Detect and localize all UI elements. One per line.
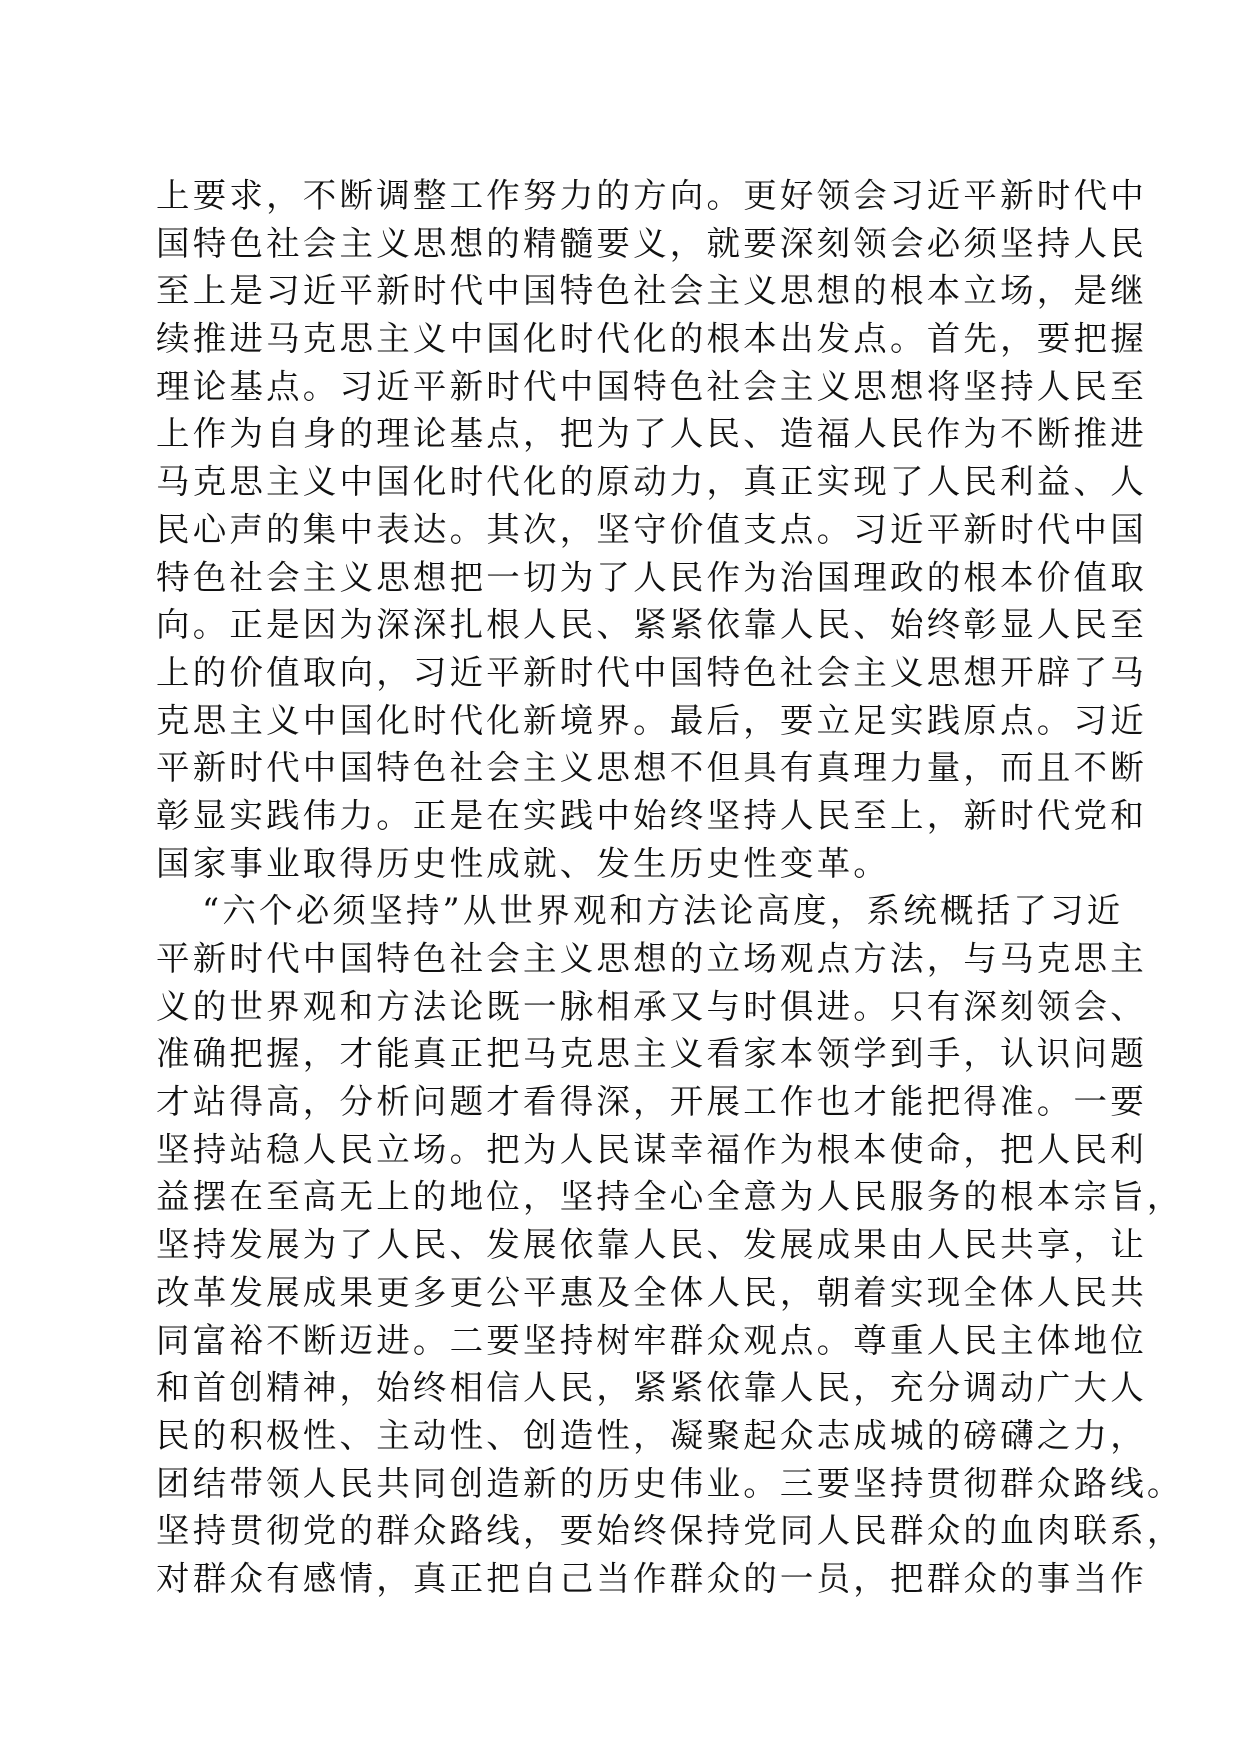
text-line: 上的价值取向，习近平新时代中国特色社会主义思想开辟了马: [156, 652, 1147, 692]
text-line: 理论基点。习近平新时代中国特色社会主义思想将坚持人民至: [156, 366, 1147, 406]
text-line: 义的世界观和方法论既一脉相承又与时俱进。只有深刻领会、: [156, 986, 1147, 1026]
text-line: 国特色社会主义思想的精髓要义，就要深刻领会必须坚持人民: [156, 223, 1147, 263]
text-line: 平新时代中国特色社会主义思想不但具有真理力量，而且不断: [156, 748, 1147, 788]
text-line: 特色社会主义思想把一切为了人民作为治国理政的根本价值取: [156, 557, 1147, 597]
text-line: 坚持贯彻党的群众路线，要始终保持党同人民群众的血肉联系，: [156, 1511, 1184, 1551]
text-line: 上作为自身的理论基点，把为了人民、造福人民作为不断推进: [156, 414, 1147, 454]
text-line: 彰显实践伟力。正是在实践中始终坚持人民至上，新时代党和: [156, 795, 1147, 835]
text-line: 至上是习近平新时代中国特色社会主义思想的根本立场，是继: [156, 271, 1147, 311]
text-line: 对群众有感情，真正把自己当作群众的一员，把群众的事当作: [156, 1558, 1147, 1598]
text-line: 益摆在至高无上的地位，坚持全心全意为人民服务的根本宗旨，: [156, 1177, 1184, 1217]
text-line: 国家事业取得历史性成就、发生历史性变革。: [156, 843, 890, 883]
text-line: 克思主义中国化时代化新境界。最后，要立足实践原点。习近: [156, 700, 1147, 740]
paragraph-start-line: “六个必须坚持”从世界观和方法论高度，系统概括了习近: [202, 891, 1124, 931]
text-line: 同富裕不断迈进。二要坚持树牢群众观点。尊重人民主体地位: [156, 1320, 1147, 1360]
text-line: 马克思主义中国化时代化的原动力，真正实现了人民利益、人: [156, 462, 1147, 502]
text-line: 民心声的集中表达。其次，坚守价值支点。习近平新时代中国: [156, 509, 1147, 549]
text-line: 民的积极性、主动性、创造性，凝聚起众志成城的磅礴之力，: [156, 1415, 1147, 1455]
text-line: 平新时代中国特色社会主义思想的立场观点方法，与马克思主: [156, 939, 1147, 978]
body-text: [156, 172, 1184, 1603]
text-line: 改革发展成果更多更公平惠及全体人民，朝着实现全体人民共: [156, 1272, 1147, 1312]
text-line: 准确把握，才能真正把马克思主义看家本领学到手，认识问题: [156, 1034, 1147, 1074]
text-line: 上要求，不断调整工作努力的方向。更好领会习近平新时代中: [156, 176, 1147, 215]
text-line: 和首创精神，始终相信人民，紧紧依靠人民，充分调动广大人: [156, 1368, 1147, 1408]
text-line: 团结带领人民共同创造新的历史伟业。三要坚持贯彻群众路线。: [156, 1463, 1184, 1503]
text-line: 续推进马克思主义中国化时代化的根本出发点。首先，要把握: [156, 319, 1147, 359]
text-line: 坚持站稳人民立场。把为人民谋幸福作为根本使命，把人民利: [156, 1129, 1147, 1169]
text-line: 才站得高，分析问题才看得深，开展工作也才能把得准。一要: [156, 1082, 1147, 1122]
text-line: 向。正是因为深深扎根人民、紧紧依靠人民、始终彰显人民至: [156, 605, 1147, 645]
text-line: 坚持发展为了人民、发展依靠人民、发展成果由人民共享，让: [156, 1225, 1147, 1265]
